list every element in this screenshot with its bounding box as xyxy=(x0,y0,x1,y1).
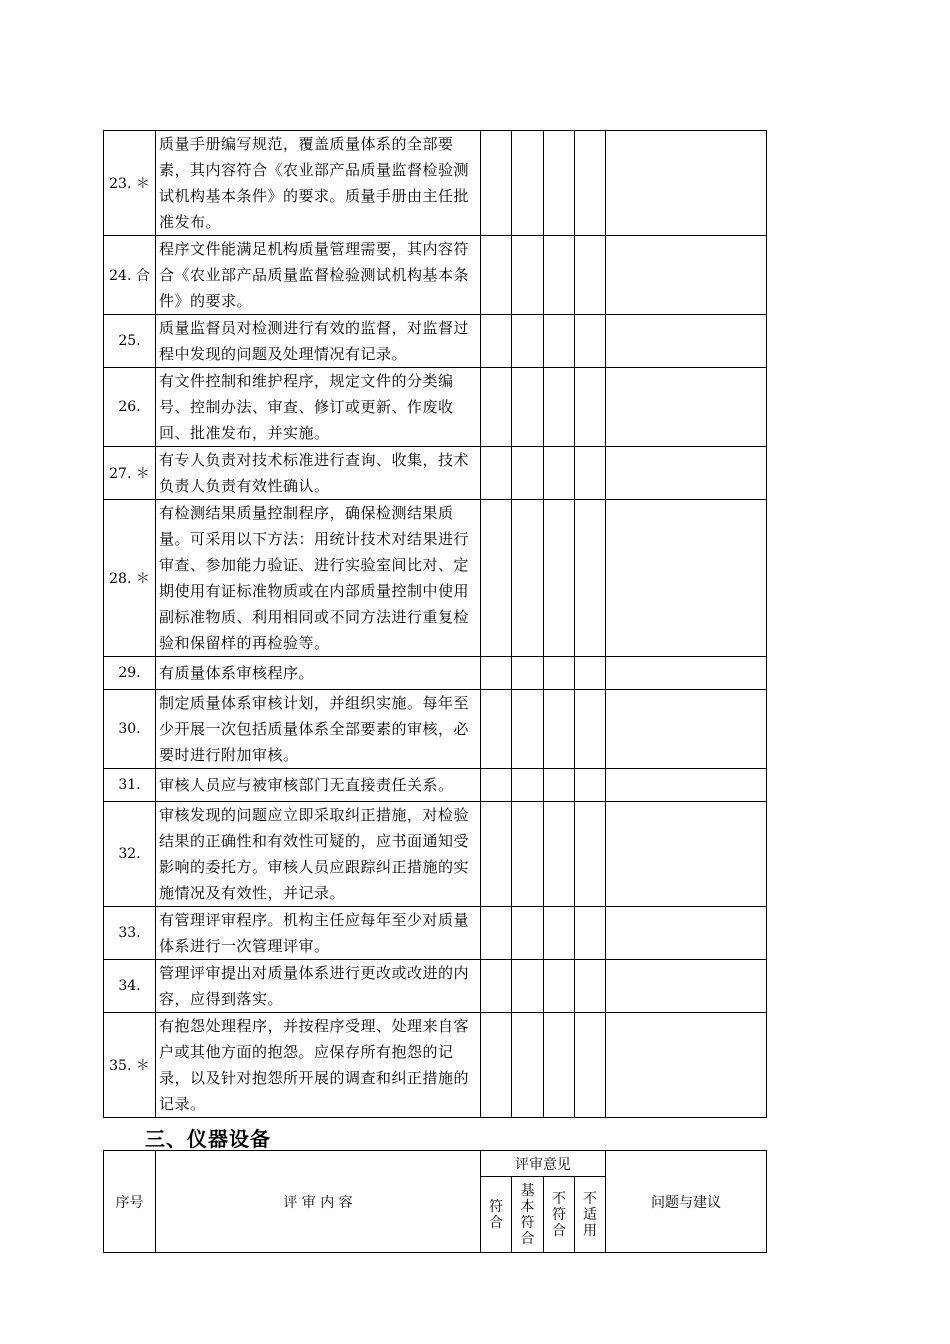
row-check-na xyxy=(575,690,606,769)
row-check-na xyxy=(575,802,606,907)
section-title: 三、仪器设备 xyxy=(145,1127,271,1151)
row-number: 34. xyxy=(104,960,156,1013)
header-no: 序号 xyxy=(104,1151,156,1253)
row-number: 27. ＊ xyxy=(104,447,156,500)
row-content: 有专人负责对技术标准进行查询、收集，技术负责人负责有效性确认。 xyxy=(156,447,481,500)
row-check-basic-conform xyxy=(512,236,544,315)
row-check-na xyxy=(575,657,606,690)
row-check-nonconform xyxy=(544,131,575,236)
row-number: 35. ＊ xyxy=(104,1013,156,1118)
review-table-body xyxy=(104,131,767,1118)
row-check-na xyxy=(575,315,606,368)
row-check-na xyxy=(575,131,606,236)
row-content: 制定质量体系审核计划，并组织实施。每年至少开展一次包括质量体系全部要素的审核，必要时进行附加审核。 xyxy=(156,690,481,769)
row-notes xyxy=(606,907,767,960)
table-row xyxy=(104,802,767,907)
row-check-nonconform xyxy=(544,1013,575,1118)
row-content: 审核人员应与被审核部门无直接责任关系。 xyxy=(156,769,481,802)
row-check-conform xyxy=(481,907,512,960)
row-notes xyxy=(606,657,767,690)
row-check-na xyxy=(575,368,606,447)
row-check-na xyxy=(575,907,606,960)
row-check-na xyxy=(575,236,606,315)
table-row xyxy=(104,368,767,447)
row-check-basic-conform xyxy=(512,802,544,907)
row-check-na xyxy=(575,447,606,500)
row-check-nonconform xyxy=(544,907,575,960)
row-notes xyxy=(606,315,767,368)
row-content: 有抱怨处理程序，并按程序受理、处理来自客户或其他方面的抱怨。应保存所有抱怨的记录，以及针对抱怨所开展的调查和纠正措施的记录。 xyxy=(156,1013,481,1118)
table-row xyxy=(104,960,767,1013)
row-check-basic-conform xyxy=(512,1013,544,1118)
row-notes xyxy=(606,802,767,907)
row-notes xyxy=(606,500,767,657)
table-row xyxy=(104,769,767,802)
row-notes xyxy=(606,960,767,1013)
row-check-conform xyxy=(481,500,512,657)
row-number: 32. xyxy=(104,802,156,907)
row-check-nonconform xyxy=(544,500,575,657)
row-number: 31. xyxy=(104,769,156,802)
row-content: 有质量体系审核程序。 xyxy=(156,657,481,690)
table-row xyxy=(104,447,767,500)
row-number: 23. ＊ xyxy=(104,131,156,236)
row-check-conform xyxy=(481,690,512,769)
row-check-conform xyxy=(481,1013,512,1118)
row-check-nonconform xyxy=(544,769,575,802)
header-opt-conform: 符 合 xyxy=(481,1177,512,1253)
row-notes xyxy=(606,236,767,315)
row-number: 30. xyxy=(104,690,156,769)
row-content: 审核发现的问题应立即采取纠正措施，对检验结果的正确性和有效性可疑的，应书面通知受影响的委托方。审核人员应跟踪纠正措施的实施情况及有效性，并记录。 xyxy=(156,802,481,907)
row-check-conform xyxy=(481,657,512,690)
row-content: 质量监督员对检测进行有效的监督，对监督过程中发现的问题及处理情况有记录。 xyxy=(156,315,481,368)
row-content: 有管理评审程序。机构主任应每年至少对质量体系进行一次管理评审。 xyxy=(156,907,481,960)
row-content: 质量手册编写规范，覆盖质量体系的全部要素，其内容符合《农业部产品质量监督检验测试机构基本条件》的要求。质量手册由主任批准发布。 xyxy=(156,131,481,236)
row-check-conform xyxy=(481,769,512,802)
table-row xyxy=(104,1013,767,1118)
row-notes xyxy=(606,690,767,769)
row-check-basic-conform xyxy=(512,907,544,960)
row-check-nonconform xyxy=(544,690,575,769)
row-check-conform xyxy=(481,315,512,368)
row-check-basic-conform xyxy=(512,769,544,802)
table-row xyxy=(104,657,767,690)
header-opinion: 评审意见 xyxy=(481,1151,606,1177)
row-check-conform xyxy=(481,960,512,1013)
row-notes xyxy=(606,769,767,802)
row-notes xyxy=(606,447,767,500)
row-check-basic-conform xyxy=(512,447,544,500)
row-notes xyxy=(606,368,767,447)
row-number: 28. ＊ xyxy=(104,500,156,657)
header-opt-basic-conform: 基 本 符 合 xyxy=(512,1177,544,1253)
row-check-basic-conform xyxy=(512,315,544,368)
row-check-conform xyxy=(481,802,512,907)
table-row xyxy=(104,907,767,960)
row-check-basic-conform xyxy=(512,960,544,1013)
row-check-basic-conform xyxy=(512,500,544,657)
row-content: 程序文件能满足机构质量管理需要，其内容符合《农业部产品质量监督检验测试机构基本条件》的要求。 xyxy=(156,236,481,315)
row-number: 25. xyxy=(104,315,156,368)
row-content: 有文件控制和维护程序，规定文件的分类编号、控制办法、审查、修订或更新、作废收回、批准发布，并实施。 xyxy=(156,368,481,447)
row-notes xyxy=(606,1013,767,1118)
row-notes xyxy=(606,131,767,236)
row-check-na xyxy=(575,960,606,1013)
row-check-nonconform xyxy=(544,236,575,315)
row-check-basic-conform xyxy=(512,657,544,690)
row-check-conform xyxy=(481,368,512,447)
table-row xyxy=(104,500,767,657)
row-number: 29. xyxy=(104,657,156,690)
row-check-nonconform xyxy=(544,657,575,690)
row-check-conform xyxy=(481,131,512,236)
row-check-basic-conform xyxy=(512,690,544,769)
header-notes: 问题与建议 xyxy=(606,1151,767,1253)
row-check-basic-conform xyxy=(512,368,544,447)
row-check-nonconform xyxy=(544,447,575,500)
row-check-nonconform xyxy=(544,802,575,907)
row-check-nonconform xyxy=(544,315,575,368)
row-number: 33. xyxy=(104,907,156,960)
row-check-na xyxy=(575,1013,606,1118)
table-row xyxy=(104,690,767,769)
row-number: 24. 合 xyxy=(104,236,156,315)
row-check-nonconform xyxy=(544,960,575,1013)
row-content: 管理评审提出对质量体系进行更改或改进的内容，应得到落实。 xyxy=(156,960,481,1013)
row-number: 26. xyxy=(104,368,156,447)
review-table xyxy=(103,130,767,1118)
header-content: 评 审 内 容 xyxy=(156,1151,481,1253)
header-opt-na: 不 适 用 xyxy=(575,1177,606,1253)
row-check-na xyxy=(575,769,606,802)
equipment-table-header xyxy=(103,1150,767,1253)
row-content: 有检测结果质量控制程序，确保检测结果质量。可采用以下方法：用统计技术对结果进行审查、参加能力验证、进行实验室间比对、定期使用有证标准物质或在内部质量控制中使用副标准物质、利用相同或不同方法进行重复检验和保留样的再检验等。 xyxy=(156,500,481,657)
header-opt-nonconform: 不 符 合 xyxy=(544,1177,575,1253)
row-check-conform xyxy=(481,236,512,315)
table-row xyxy=(104,236,767,315)
row-check-conform xyxy=(481,447,512,500)
row-check-na xyxy=(575,500,606,657)
table-row xyxy=(104,315,767,368)
table-row xyxy=(104,131,767,236)
row-check-basic-conform xyxy=(512,131,544,236)
row-check-nonconform xyxy=(544,368,575,447)
